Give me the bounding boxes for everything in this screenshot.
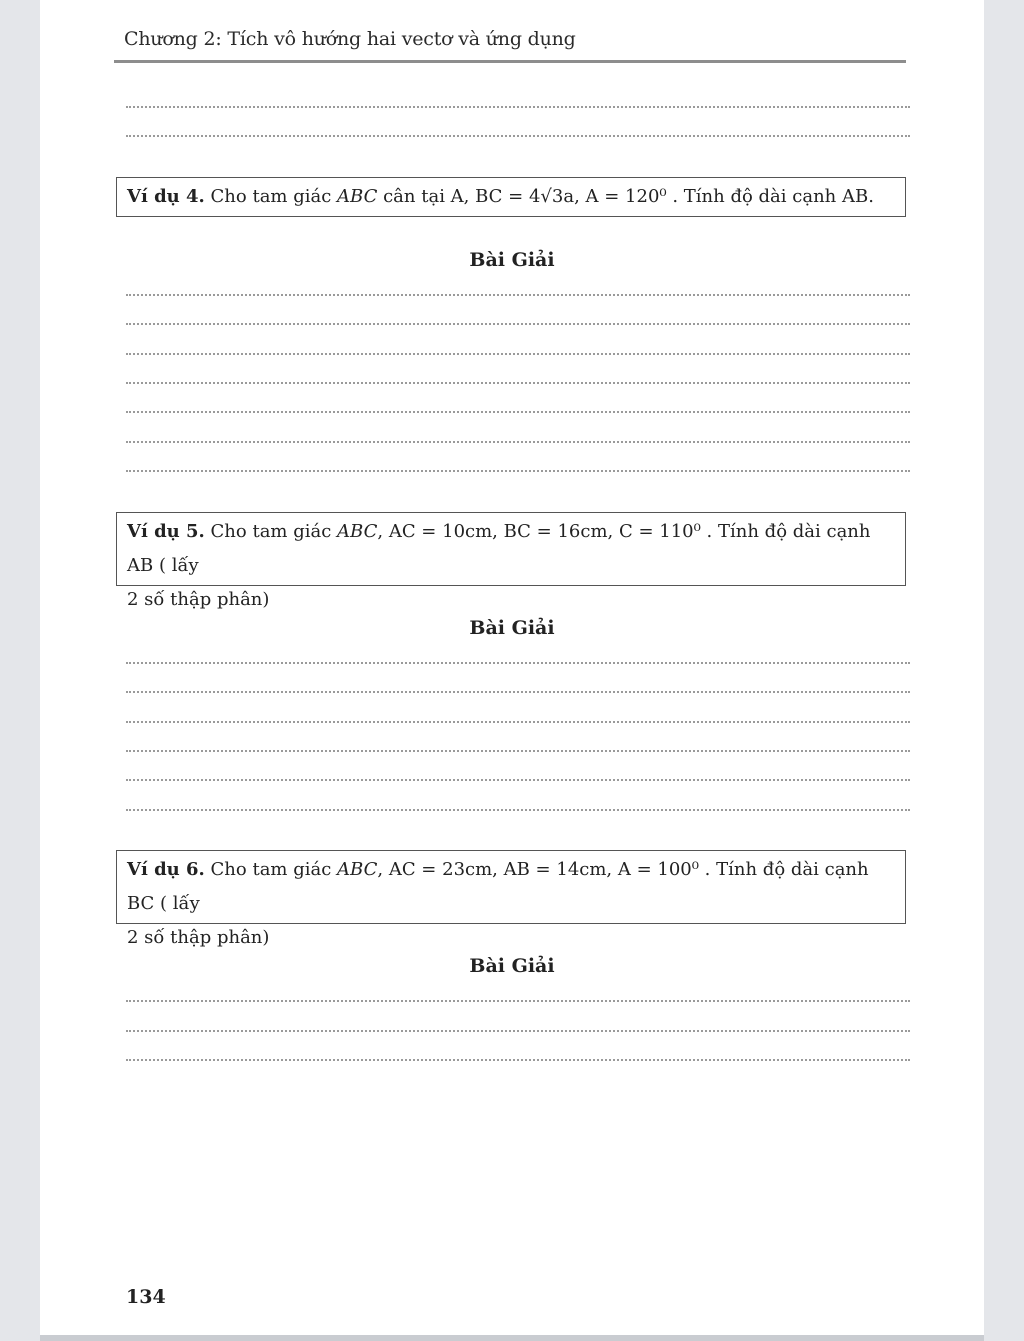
- document-page: [40, 0, 984, 1335]
- answer-line: [126, 662, 910, 664]
- example-5-box: [116, 512, 906, 610]
- header-rule: [114, 60, 906, 63]
- example-6-text-before: Cho tam giác: [204, 859, 338, 880]
- answer-line: [126, 294, 910, 296]
- answer-line: [126, 106, 910, 108]
- answer-line: [126, 779, 910, 781]
- example-4-box: [116, 177, 906, 217]
- example-6-text-after: , AC = 23cm, AB = 14cm, A = 100⁰ . Tính độ dài cạnh BC ( lấy: [127, 859, 869, 914]
- solution-heading-5: Bài Giải: [469, 617, 555, 639]
- example-5-text-before: Cho tam giác: [204, 521, 338, 542]
- solution-heading-6: Bài Giải: [469, 955, 555, 977]
- answer-line: [126, 1000, 910, 1002]
- example-5-math: ABC: [337, 521, 378, 542]
- example-6-math: ABC: [337, 859, 378, 880]
- answer-line: [126, 1059, 910, 1061]
- answer-line: [126, 411, 910, 413]
- answer-line: [126, 470, 910, 472]
- example-5-text-after: , AC = 10cm, BC = 16cm, C = 110⁰ . Tính độ dài cạnh AB ( lấy: [127, 521, 871, 576]
- example-5-label: Ví dụ 5.: [127, 521, 205, 542]
- example-4-text-after: cân tại A, BC = 4√3a, A = 120⁰ . Tính độ dài cạnh AB.: [377, 186, 874, 207]
- answer-line: [126, 809, 910, 811]
- example-4-label: Ví dụ 4.: [127, 186, 205, 207]
- answer-line: [126, 382, 910, 384]
- example-4-math: ABC: [337, 186, 378, 207]
- answer-line: [126, 691, 910, 693]
- example-5-line-1: [127, 515, 895, 583]
- answer-line: [126, 353, 910, 355]
- example-5-continuation: 2 số thập phân): [127, 589, 270, 610]
- example-6-box: [116, 850, 906, 948]
- answer-line: [126, 1030, 910, 1032]
- page-shadow: [40, 1335, 984, 1341]
- example-6-continuation: 2 số thập phân): [127, 927, 270, 948]
- chapter-header: Chương 2: Tích vô hướng hai vectơ và ứng dụng: [124, 28, 576, 50]
- solution-heading-4: Bài Giải: [469, 249, 555, 271]
- answer-line: [126, 721, 910, 723]
- example-6-label: Ví dụ 6.: [127, 859, 205, 880]
- answer-line: [126, 750, 910, 752]
- page-number: 134: [126, 1286, 166, 1308]
- answer-line: [126, 441, 910, 443]
- example-4-text-before: Cho tam giác: [204, 186, 338, 207]
- example-6-line-1: [127, 853, 895, 921]
- answer-line: [126, 135, 910, 137]
- answer-line: [126, 323, 910, 325]
